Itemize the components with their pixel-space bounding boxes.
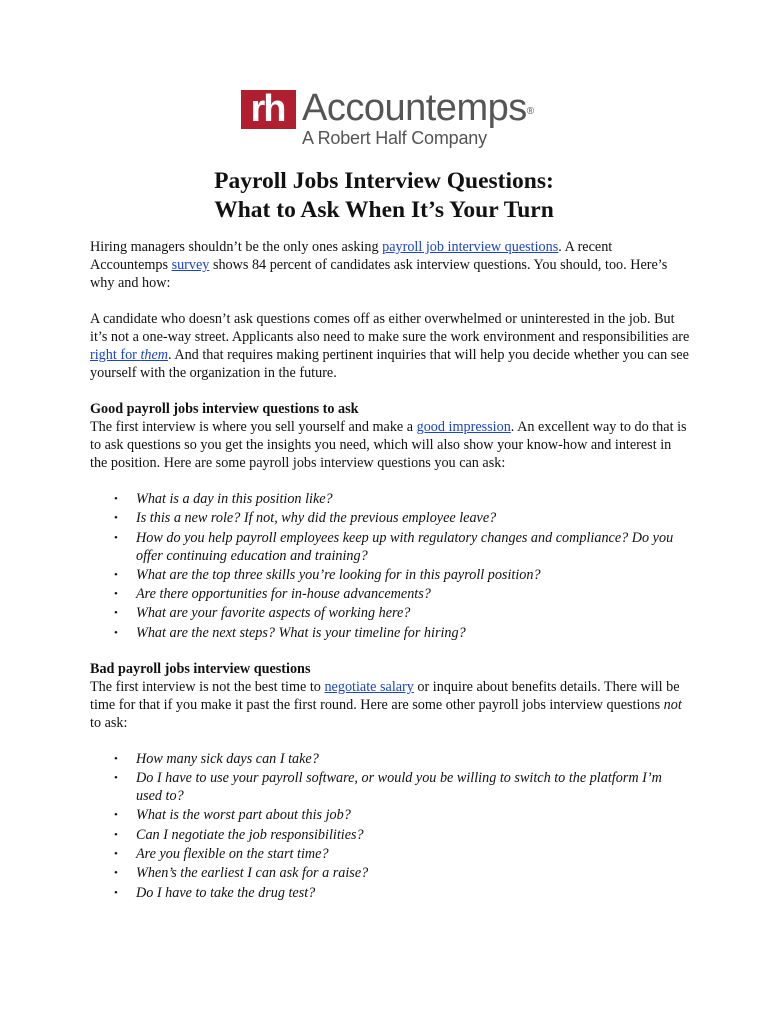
list-item [90, 604, 690, 622]
list-item-text: When’s the earliest I can ask for a raise? [136, 865, 369, 882]
list-item-text: Do I have to use your payroll software, or would you be willing to switch to the platform I’m used to? [136, 770, 662, 805]
good-text-2: . An excellent way to do that is to ask questions so you get the insights you need, which will also show your know-how and interest in the position. Here are some payroll jobs interview questions you can ask: [90, 419, 687, 471]
bad-questions-paragraph [90, 678, 690, 732]
title-line-1: Payroll Jobs Interview Questions: [214, 168, 554, 194]
bullet-icon: • [114, 752, 118, 765]
list-item-text: How do you help payroll employees keep up with regulatory changes and compliance? Do you offer continuing education and training? [136, 529, 674, 564]
bad-text-2: or inquire about benefits details. There will be time for that if you make it past the first round. Here are some other payroll jobs interview questions [90, 678, 680, 713]
bullet-icon: • [114, 886, 118, 899]
page-title [0, 167, 768, 225]
right-for-link-text: right for [90, 347, 141, 363]
list-item [90, 884, 690, 902]
list-item-text: What are your favorite aspects of working here? [136, 605, 411, 622]
right-for-them-link[interactable] [90, 347, 168, 363]
title-line-2: What to Ask When It’s Your Turn [214, 197, 554, 223]
list-item-text: Are there opportunities for in-house advancements? [136, 586, 431, 603]
list-item [90, 585, 690, 603]
list-item [90, 566, 690, 584]
list-item [90, 845, 690, 863]
bullet-icon: • [114, 531, 118, 544]
bullet-icon: • [114, 809, 118, 822]
good-questions-list [90, 490, 690, 642]
them-link-text: them [140, 347, 169, 363]
list-item [90, 750, 690, 768]
bullet-icon: • [114, 607, 118, 620]
intro-text-1: Hiring managers shouldn’t be the only ones asking [90, 239, 383, 255]
bullet-icon: • [114, 828, 118, 841]
bullet-icon: • [114, 568, 118, 581]
brand-name [302, 87, 534, 129]
article-body [90, 238, 690, 920]
survey-link[interactable]: survey [171, 257, 210, 273]
list-item [90, 769, 690, 805]
brand-tagline: A Robert Half Company [302, 128, 487, 148]
intro-text-3: shows 84 percent of candidates ask interview questions. You should, too. Here’s why and how: [90, 257, 668, 291]
good-text-1: The first interview is where you sell yourself and make a [90, 419, 417, 435]
bullet-icon: • [114, 772, 118, 785]
registered-mark: ® [526, 106, 534, 117]
list-item-text: Can I negotiate the job responsibilities? [136, 826, 364, 843]
negotiate-salary-link[interactable]: negotiate salary [324, 678, 414, 695]
para2-text-1: A candidate who doesn’t ask questions comes off as either overwhelmed or uninterested in the job. But it’s not a one-way street. Applicants also need to make sure the work environment and responsibilities are [90, 311, 690, 345]
list-item [90, 624, 690, 642]
list-item [90, 509, 690, 527]
list-item [90, 490, 690, 508]
good-questions-heading: Good payroll jobs interview questions to ask [90, 401, 359, 417]
bullet-icon: • [114, 512, 118, 525]
list-item [90, 529, 690, 565]
list-item-text: Is this a new role? If not, why did the previous employee leave? [136, 510, 497, 527]
intro-text-2: . A recent Accountemps [90, 239, 613, 273]
list-item-text: What is a day in this position like? [136, 491, 333, 507]
rh-logo-mark: rh [241, 90, 296, 129]
bad-text-3: to ask: [90, 714, 128, 731]
brand-name-text: Accountemps [302, 87, 527, 129]
list-item-text: Are you flexible on the start time? [136, 845, 329, 862]
payroll-questions-link[interactable]: payroll job interview questions [382, 239, 559, 255]
not-emphasis: not [663, 696, 682, 713]
accountemps-logo [241, 87, 534, 150]
list-item-text: What are the top three skills you’re looking for in this payroll position? [136, 566, 541, 583]
para2-text-2: . And that requires making pertinent inquiries that will help you decide whether you can see yourself with the organization in the future. [90, 347, 689, 381]
bullet-icon: • [114, 867, 118, 880]
list-item-text: What is the worst part about this job? [136, 807, 351, 824]
bad-questions-list [90, 750, 690, 902]
bad-text-1: The first interview is not the best time to [90, 678, 325, 695]
good-impression-link[interactable]: good impression [416, 419, 511, 435]
list-item-text: Do I have to take the drug test? [136, 884, 316, 901]
bullet-icon: • [114, 847, 118, 860]
bullet-icon: • [114, 493, 118, 505]
list-item [90, 806, 690, 824]
list-item [90, 864, 690, 882]
list-item-text: How many sick days can I take? [136, 750, 319, 767]
brand-text [302, 87, 534, 149]
bullet-icon: • [114, 588, 118, 601]
good-questions-paragraph [90, 418, 690, 472]
candidate-paragraph [90, 310, 690, 382]
intro-paragraph [90, 238, 690, 292]
list-item [90, 826, 690, 844]
list-item-text: What are the next steps? What is your timeline for hiring? [136, 624, 466, 641]
bad-questions-heading: Bad payroll jobs interview questions [90, 660, 311, 677]
bullet-icon: • [114, 626, 118, 639]
